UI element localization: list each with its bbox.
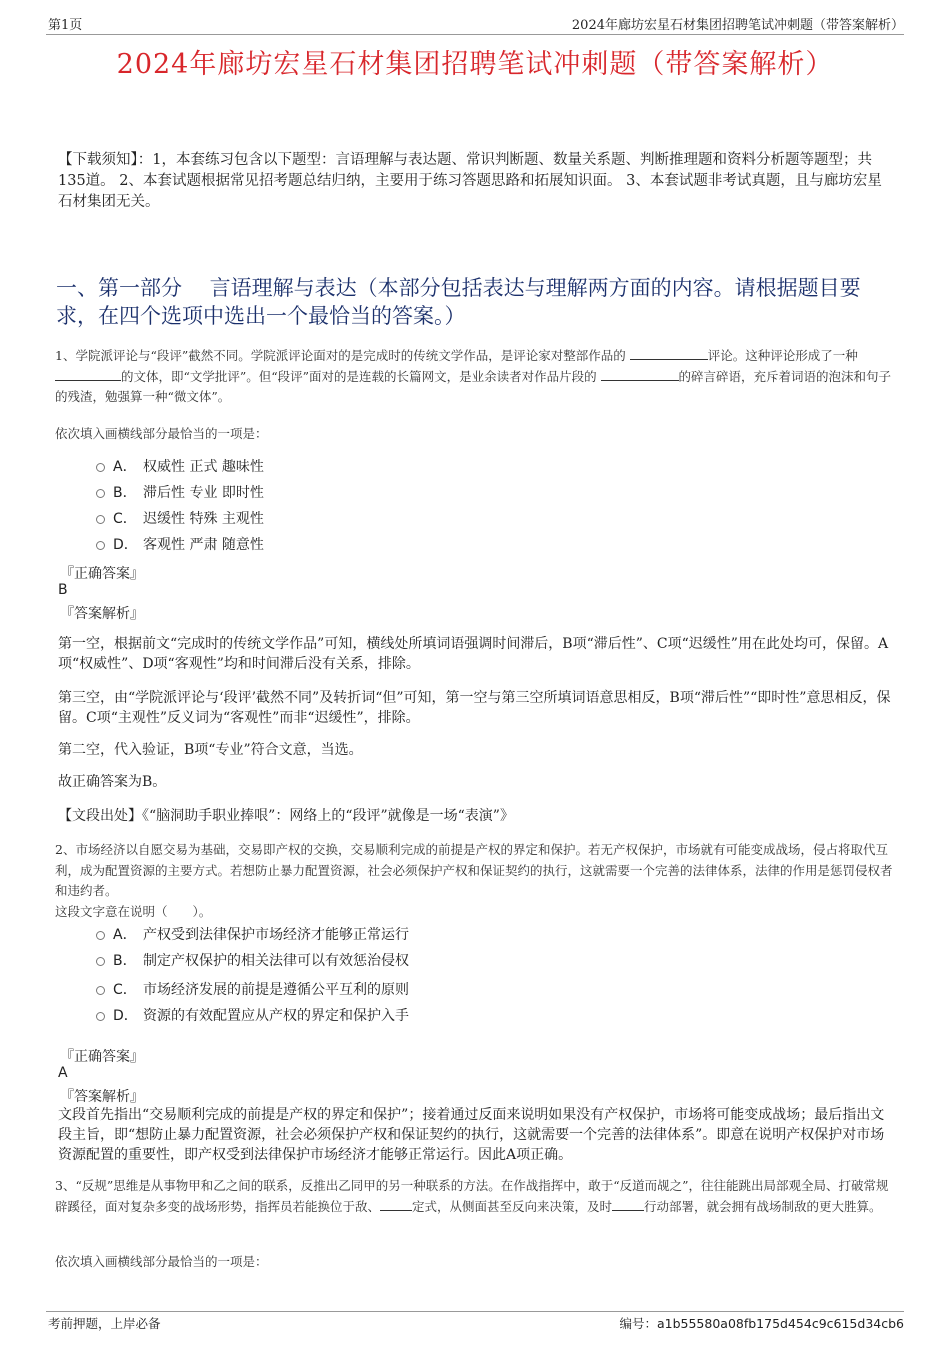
question-1-prompt: 依次填入画横线部分最恰当的一项是：	[55, 426, 268, 441]
footer-divider	[46, 1311, 904, 1312]
option-a[interactable]	[96, 924, 409, 944]
option-letter: B．	[113, 485, 137, 501]
analysis-label: 『答案解析』	[60, 1089, 144, 1105]
option-letter: B．	[113, 953, 137, 969]
option-text: 市场经济发展的前提是遵循公平互利的原则	[143, 982, 409, 998]
radio-icon[interactable]	[96, 931, 105, 940]
analysis-paragraph: 第一空，根据前文“完成时的传统文学作品”可知，横线处所填词语强调时间滞后，B项“滞后性”、C项“迟缓性”用在此处均可，保留。A项“权威性”、D项“客观性”均和时间滞后没有关系，排除。	[58, 636, 889, 672]
question-1-text-part: 评论。这种评论形成了一种	[707, 348, 858, 363]
fill-blank	[612, 1198, 644, 1211]
radio-icon[interactable]	[96, 489, 105, 498]
header-doc-title: 2024年廊坊宏星石材集团招聘笔试冲刺题（带答案解析）	[571, 18, 904, 33]
correct-answer: B	[58, 582, 68, 598]
option-d[interactable]	[96, 534, 264, 554]
option-a[interactable]	[96, 456, 264, 476]
option-text: 迟缓性 特殊 主观性	[143, 511, 264, 527]
fill-blank	[380, 1198, 412, 1211]
correct-answer: A	[58, 1065, 68, 1081]
radio-icon[interactable]	[96, 515, 105, 524]
option-b[interactable]	[96, 482, 264, 502]
option-text: 权威性 正式 趣味性	[143, 459, 264, 475]
answer-label: 『正确答案』	[60, 566, 144, 582]
page-number: 第1页	[48, 18, 83, 33]
download-notice: 【下载须知】：1，本套练习包含以下题型：言语理解与表达题、常识判断题、数量关系题、判断推理题和资料分析题等题型；共135道。 2、本套试题根据常见招考题总结归纳，主要用于练习答题思路和拓展知识面。 3、本套试题非考试真题，且与廊坊宏星石材集团无关。	[58, 152, 882, 210]
option-letter: A．	[113, 459, 137, 475]
option-letter: D．	[113, 537, 138, 553]
option-letter: C．	[113, 982, 137, 998]
footer-slogan: 考前押题，上岸必备	[48, 1316, 161, 1331]
footer-code	[619, 1314, 904, 1332]
radio-icon[interactable]	[96, 957, 105, 966]
option-text: 客观性 严肃 随意性	[143, 537, 264, 553]
fill-blank	[630, 347, 708, 360]
radio-icon[interactable]	[96, 986, 105, 995]
question-1-text-part: 的文体，即“文学批评”。但“段评”面对的是连载的长篇网文，是业余读者对作品片段的	[121, 368, 601, 384]
question-3-text	[55, 1176, 897, 1217]
question-3-text-part: 行动部署，就会拥有战场制敌的更大胜算。	[644, 1198, 882, 1214]
option-b[interactable]	[96, 950, 409, 970]
radio-icon[interactable]	[96, 541, 105, 550]
question-1-text-part: 1、学院派评论与“段评”截然不同。学院派评论面对的是完成时的传统文学作品，是评论家对整部作品的	[55, 348, 630, 363]
code-value: a1b55580a08fb175d454c9c615d34cb6	[656, 1316, 904, 1331]
question-3-prompt: 依次填入画横线部分最恰当的一项是：	[55, 1254, 268, 1269]
analysis-paragraph: 第三空，由“学院派评论与‘段评’截然不同”及转折词“但”可知，第一空与第三空所填词语意思相反，B项“滞后性”“即时性”意思相反，保留。C项“主观性”反义词为“客观性”而非“迟缓性”，排除。	[58, 690, 891, 726]
question-2-text: 2、市场经济以自愿交易为基础，交易即产权的交换，交易顺利完成的前提是产权的界定和保护。若无产权保护，市场就有可能变成战场，侵占将取代互利，成为配置资源的主要方式。若想防止暴力配置资源，社会必须保护产权和保证契约的执行，这就需要一个完善的法律体系，法律的作用是惩罚侵权者和违约者。	[55, 842, 893, 898]
radio-icon[interactable]	[96, 463, 105, 472]
question-1-text	[55, 346, 897, 408]
option-c[interactable]	[96, 508, 264, 528]
analysis-label: 『答案解析』	[60, 606, 144, 622]
option-letter: A．	[113, 927, 137, 943]
source-citation: 【文段出处】《“脑洞助手职业捧哏”：网络上的“段评”就像是一场“表演”》	[58, 808, 514, 824]
option-letter: D．	[113, 1008, 138, 1024]
option-text: 制定产权保护的相关法律可以有效惩治侵权	[143, 953, 409, 969]
option-d[interactable]	[96, 1005, 409, 1025]
analysis-paragraph: 文段首先指出“交易顺利完成的前提是产权的界定和保护”；接着通过反面来说明如果没有产权保护，市场将可能变成战场；最后指出文段主旨，即“想防止暴力配置资源，社会必须保护产权和保证契约的执行，这就需要一个完善的法律体系”。即意在说明产权保护对市场资源配置的重要性，即产权受到法律保护市场经济才能够正常运行。因此A项正确。	[58, 1107, 885, 1163]
option-letter: C．	[113, 511, 137, 527]
option-c[interactable]	[96, 979, 409, 999]
option-text: 滞后性 专业 即时性	[143, 485, 264, 501]
option-text: 资源的有效配置应从产权的界定和保护入手	[143, 1008, 409, 1024]
answer-label: 『正确答案』	[60, 1049, 144, 1065]
question-3-text-part: 定式，从侧面甚至反向来决策，及时	[412, 1198, 613, 1214]
page-title: 2024年廊坊宏星石材集团招聘笔试冲刺题（带答案解析）	[116, 49, 834, 80]
radio-icon[interactable]	[96, 1012, 105, 1021]
section-heading: 一、第一部分 言语理解与表达（本部分包括表达与理解两方面的内容。请根据题目要求，在四个选项中选出一个最恰当的答案。）	[56, 276, 861, 328]
code-label: 编号：	[619, 1316, 657, 1331]
option-text: 产权受到法律保护市场经济才能够正常运行	[143, 927, 409, 943]
fill-blank	[601, 368, 679, 381]
header-divider	[46, 34, 904, 35]
analysis-paragraph: 故正确答案为B。	[58, 774, 167, 790]
analysis-paragraph: 第二空，代入验证，B项“专业”符合文意，当选。	[58, 742, 363, 758]
question-1-text-part: 的碎言碎语，充斥着词语的泡沫和句子的残渣，勉强算一种“微文体”。	[55, 368, 892, 404]
question-3-text-part: 3、“反规”思维是从事物甲和乙之间的联系，反推出乙同甲的另一种联系的方法。在作战指挥中，敢于“反道而觇之”，往往能跳出局部观全局、打破常规辟蹊径，面对复杂多变的战场形势，指挥员若能换位于敌、	[55, 1178, 889, 1214]
question-2-prompt: 这段文字意在说明（ ）。	[55, 904, 212, 919]
fill-blank	[55, 368, 121, 381]
